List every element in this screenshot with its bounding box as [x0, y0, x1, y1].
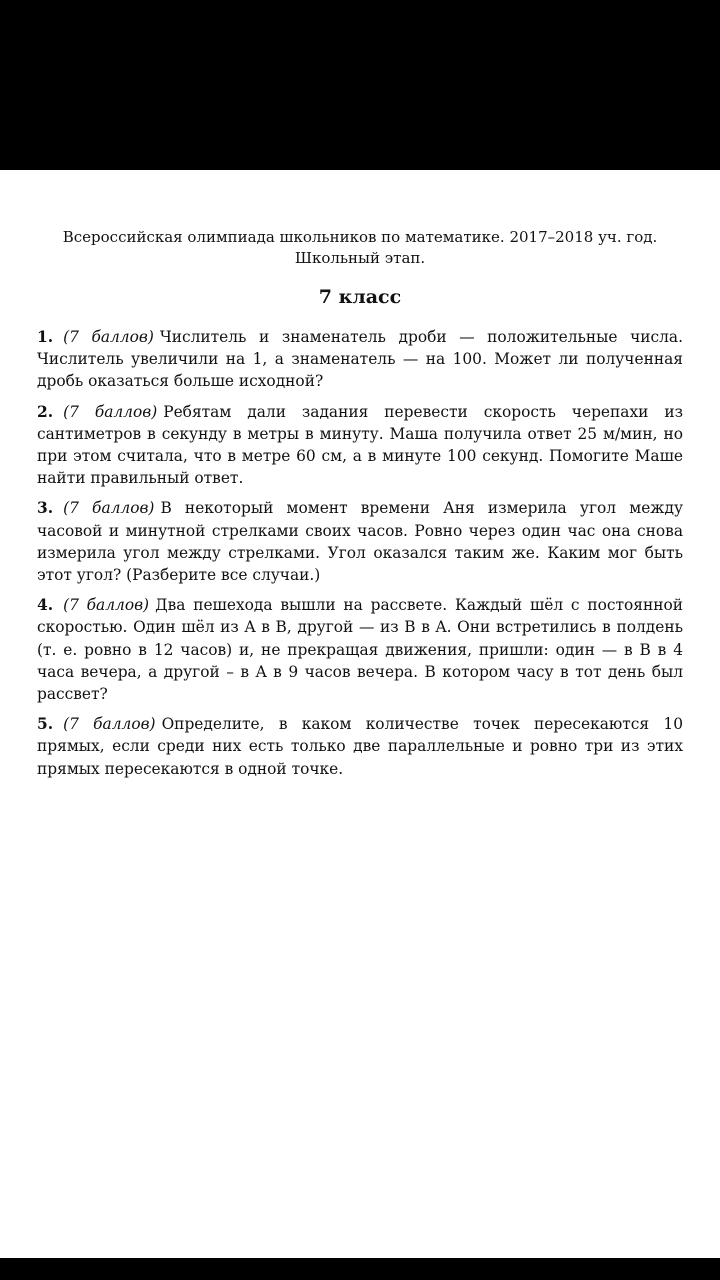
problem-3: [37, 497, 683, 586]
problem-number: 5.: [37, 715, 54, 734]
problem-5: [37, 713, 683, 780]
problem-points: (7 баллов): [63, 499, 155, 518]
problem-text: Определите, в каком количестве точек пересекаются 10 прямых, если среди них есть только две параллельные и ровно три из этих прямых пересекаются в одной точке.: [37, 715, 684, 778]
problem-points: (7 баллов): [63, 402, 158, 421]
problem-number: 4.: [37, 596, 54, 615]
stage-title: Школьный этап.: [294, 249, 426, 267]
grade-heading: 7 класс: [318, 286, 402, 308]
problem-points: (7 баллов): [63, 715, 156, 734]
problem-text: В некоторый момент времени Аня измерила угол между часовой и минутной стрелками своих часов. Ровно через один час она снова измерила угол между стрелками. Угол оказался таким же. Каким мог быть этот угол? (Разберите все случаи.): [37, 499, 683, 585]
document-header: [0, 227, 720, 269]
top-black-bar: [0, 0, 720, 170]
olympiad-title: Всероссийская олимпиада школьников по математике. 2017–2018 уч. год.: [62, 228, 658, 246]
problem-4: [37, 594, 683, 705]
problem-text: Числитель и знаменатель дроби — положительные числа. Числитель увеличили на 1, а знаменатель — на 100. Может ли полученная дробь оказаться больше исходной?: [37, 328, 683, 391]
problem-number: 1.: [37, 328, 54, 346]
problem-number: 2.: [37, 402, 54, 421]
problem-points: (7 баллов): [63, 328, 154, 346]
problem-1: [37, 326, 683, 393]
bottom-black-bar: [0, 1258, 720, 1280]
problem-number: 3.: [37, 499, 54, 518]
problem-points: (7 баллов): [63, 596, 150, 615]
problem-2: [37, 401, 683, 490]
problem-text: Ребятам дали задания перевести скорость черепахи из сантиметров в секунду в метры в минуту. Маша получила ответ 25 м/мин, но при этом считала, что в метре 60 см, а в минуте 100 секунд. Помогите Маше найти правильный ответ.: [37, 402, 683, 488]
problem-text: Два пешехода вышли на рассвете. Каждый шёл с постоянной скоростью. Один шёл из A в B, другой — из B в A. Они встретились в полдень (т. е. ровно в 12 часов) и, не прекращая движения, пришли: один — в B в 4 часа вечера, а другой – в A в 9 часов вечера. В котором часу в тот день был рассвет?: [37, 596, 683, 704]
document-page: [0, 170, 720, 1258]
problem-list: [0, 326, 720, 780]
